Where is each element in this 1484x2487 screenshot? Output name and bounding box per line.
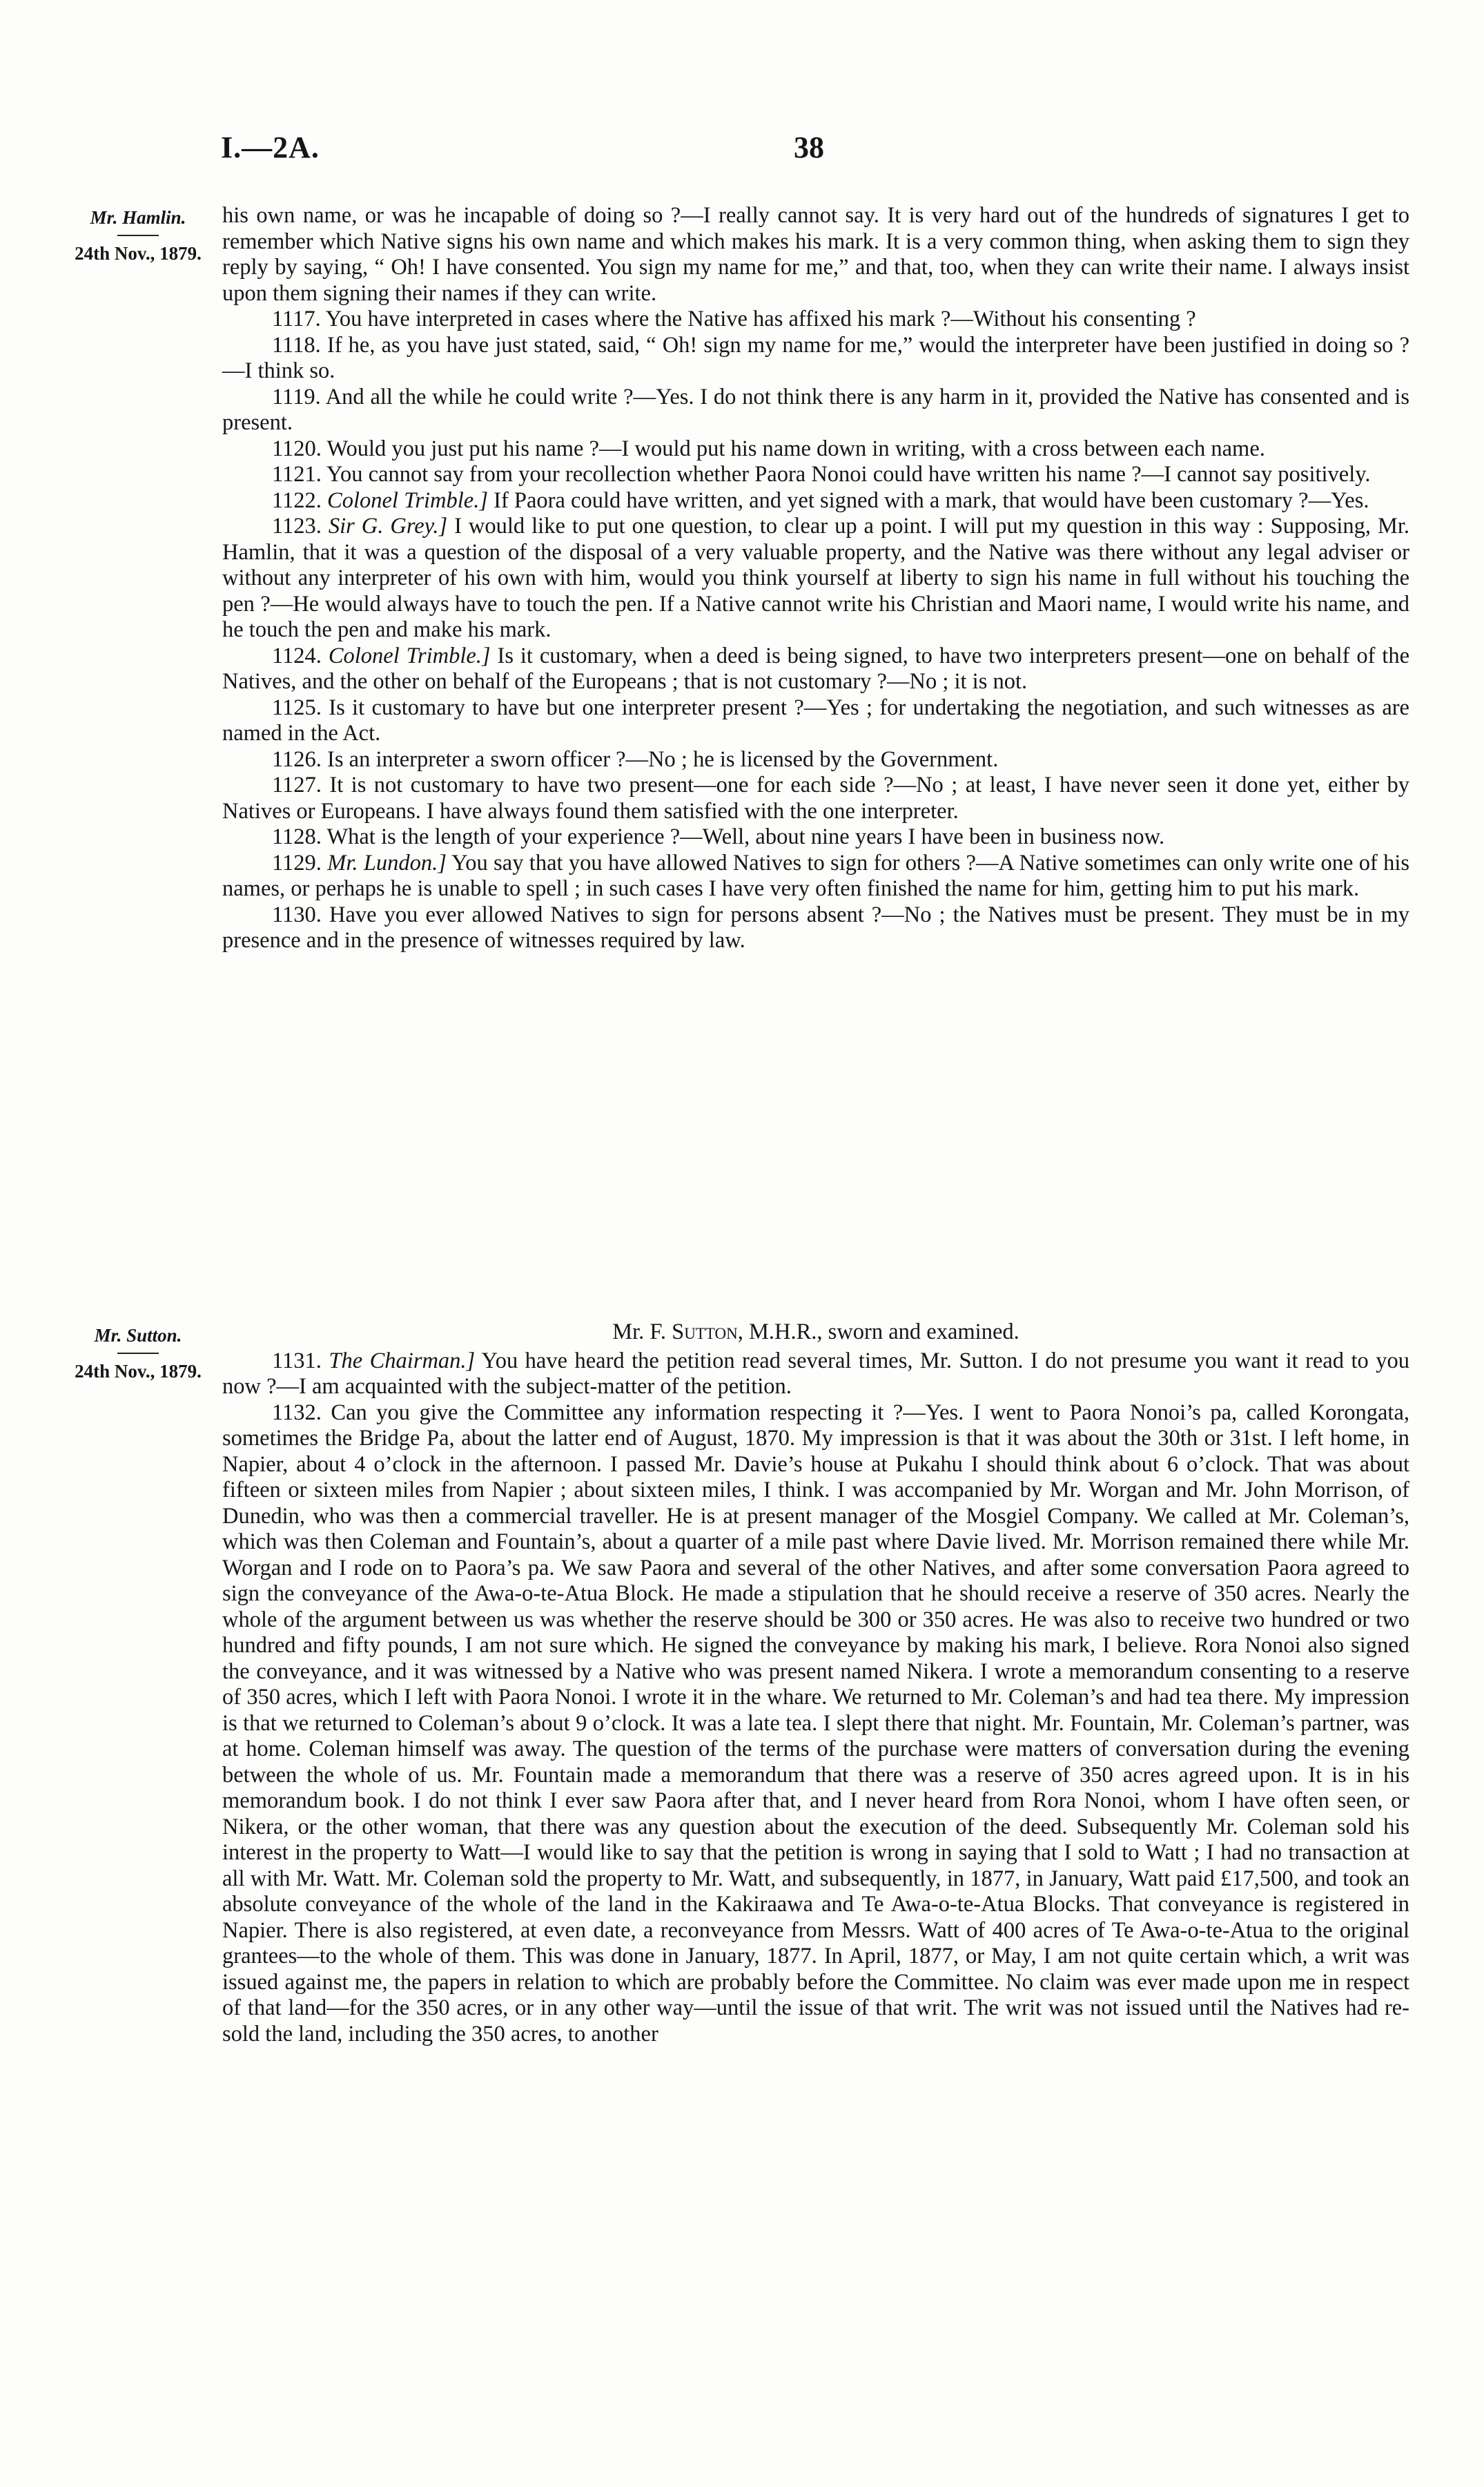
question-text: If Paora could have written, and yet signed with a mark, that would have been customary ?—Yes. (494, 487, 1369, 513)
margin-divider (117, 235, 159, 236)
question-number: 1122. (272, 487, 322, 513)
question-1118: 1118. If he, as you have just stated, said, “ Oh! sign my name for me,” would the interpreter have been justified in doing so ?—I think so. (222, 332, 1409, 383)
question-number: 1131. (272, 1348, 322, 1373)
question-1126: 1126. Is an interpreter a sworn officer ?—No ; he is licensed by the Government. (272, 746, 999, 772)
paragraph: his own name, or was he incapable of doing so ?—I really cannot say. It is very hard out of the hundreds of signatures I get to remember which Native signs his own name and which makes his mark. It is a very common thing, when asking them to sign they reply by saying, “ Oh! I have consented. You sign my name for me,” and that, too, when they can write their name. I always insist upon them signing their names if they can write. (222, 203, 1409, 306)
margin-divider (117, 1353, 159, 1354)
question-1121: 1121. You cannot say from your recollection whether Paora Nonoi could have written his name ?—I cannot say positively. (272, 462, 1371, 487)
margin-note-sutton (55, 1324, 221, 1383)
speaker-name: Sir G. Grey.] (328, 514, 448, 539)
speaker-name: The Chairman.] (329, 1348, 476, 1373)
speaker-name: Colonel Trimble.] (328, 643, 491, 668)
margin-note-witness: Mr. Sutton. (94, 1325, 182, 1346)
question-1129 (222, 851, 1409, 902)
question-number: 1123. (272, 514, 322, 539)
question-1117: 1117. You have interpreted in cases where the Native has affixed his mark ?—Without his consenting ? (272, 307, 1196, 331)
question-text: Is it customary, when a deed is being signed, to have two interpreters present—one on behalf of the Natives, and the other on behalf of the Europeans ; that is not customary ?—No ; it is not. (222, 643, 1410, 694)
margin-note-date: 24th Nov., 1879. (75, 243, 202, 264)
question-number: 1124. (272, 643, 322, 668)
page-number: 38 (794, 130, 824, 164)
question-1125: 1125. Is it customary to have but one interpreter present ?—Yes ; for undertaking the negotiation, and such witnesses as are named in the Act. (222, 695, 1409, 746)
margin-note-witness: Mr. Hamlin. (90, 207, 186, 228)
margin-note-date: 24th Nov., 1879. (75, 1361, 202, 1382)
witness-heading: Mr. F. Sutton, M.H.R., sworn and examined. (612, 1319, 1019, 1344)
speaker-name: Colonel Trimble.] (327, 487, 488, 513)
question-1128: 1128. What is the length of your experience ?—Well, about nine years I have been in business now. (272, 824, 1165, 849)
question-text: You have heard the petition read several times, Mr. Sutton. I do not presume you want it read to you now ?—I am acquainted with the subject-matter of the petition. (222, 1348, 1409, 1399)
question-1124 (222, 643, 1409, 695)
question-1123 (222, 514, 1409, 643)
document-code: I.—2A. (221, 130, 320, 164)
question-1127: 1127. It is not customary to have two present—one for each side ?—No ; at least, I have never seen it done yet, either by Natives or Europeans. I have always found them satisfied with the one interpreter. (222, 773, 1409, 824)
hamlin-evidence (222, 203, 1409, 954)
question-1119: 1119. And all the while he could write ?—Yes. I do not think there is any harm in it, provided the Native has consented and is present. (222, 384, 1409, 435)
sutton-evidence (222, 1319, 1409, 2047)
question-1120: 1120. Would you just put his name ?—I would put his name down in writing, with a cross between each name. (272, 436, 1265, 461)
margin-note-hamlin (55, 206, 221, 265)
question-1131 (222, 1348, 1409, 1400)
question-1132: 1132. Can you give the Committee any information respecting it ?—Yes. I went to Paora Nonoi’s pa, called Korongata, sometimes the Bridge Pa, about the latter end of August, 1870. My impression is that it was about the 30th or 31st. I left home, in Napier, about 4 o’clock in the afternoon. I passed Mr. Davie’s house at Pukahu I should think about 6 o’clock. That was about fifteen or sixteen miles from Napier ; about sixteen miles, I think. I was accompanied by Mr. Worgan and Mr. John Morrison, of Dunedin, who was then a commercial traveller. He is at present manager of the Mosgiel Company. We called at Mr. Coleman’s, which was then Coleman and Fountain’s, about a quarter of a mile past where Davie lived. Mr. Morrison remained there while Mr. Worgan and I rode on to Paora’s pa. We saw Paora and several of the other Natives, and after some conversation Paora agreed to sign the conveyance of the Awa-o-te-Atua Block. He made a stipulation that he should receive a reserve of 350 acres. Nearly the whole of the argument between us was whether the reserve should be 300 or 350 acres. He was also to receive two hundred or two hundred and fifty pounds, I am not sure which. He signed the conveyance by making his mark, I believe. Rora Nonoi also signed the conveyance, and it was witnessed by a Native who was present named Nikera. I wrote a memorandum consenting to a reserve of 350 acres, which I left with Paora Nonoi. I wrote it in the whare. We returned to Mr. Coleman’s and had tea there. My impression is that we returned to Coleman’s about 9 o’clock. It was a late tea. I slept there that night. Mr. Fountain, Mr. Coleman’s partner, was at home. Coleman himself was away. The question of the terms of the purchase were matters of conversation during the evening between the whole of us. Mr. Fountain made a memorandum that there was a reserve of 350 acres agreed upon. It is in his memorandum book. I do not think I ever saw Paora after that, and I never heard from Rora Nonoi, whom I have often seen, or Nikera, or the other woman, that there was any question about the execution of the deed. Subsequently Mr. Coleman sold his interest in the property to Watt—I would like to say that the petition is wrong in saying that I sold to Watt ; I had no transaction at all with Mr. Watt. Mr. Coleman sold the property to Mr. Watt, and subsequently, in 1877, in January, Watt paid £17,500, and took an absolute conveyance of the whole of the land in the Kakiraawa and Te Awa-o-te-Atua Blocks. That conveyance is registered in Napier. There is also registered, at even date, a reconveyance from Messrs. Watt of 400 acres of Te Awa-o-te-Atua to the original grantees—to the whole of them. This was done in January, 1877. In April, 1877, or May, I am not quite certain which, a writ was issued against me, the papers in relation to which are probably before the Committee. No claim was ever made upon me in respect of that land—for the 350 acres, or in any other way—until the issue of that writ. The writ was not issued until the Natives had re-sold the land, including the 350 acres, to another (222, 1400, 1409, 2046)
witness-name: Sutton (672, 1319, 738, 1344)
speaker-name: Mr. Lundon.] (327, 850, 447, 875)
page-header (221, 130, 1408, 171)
question-1122 (222, 488, 1409, 514)
question-number: 1129. (272, 850, 322, 875)
question-text: I would like to put one question, to clear up a point. I will put my question in this way : Supposing, Mr. Hamlin, that it was a question of the disposal of a very valuable property, and the Native was there without any legal adviser or without any interpreter of his own with him, would you think yourself at liberty to sign his name in full without his touching the pen ?—He would always have to touch the pen. If a Native cannot write his Christian and Maori name, I would write his name, and he touch the pen and make his mark. (222, 514, 1410, 642)
question-text: You say that you have allowed Natives to sign for others ?—A Native sometimes can only write one of his names, or perhaps he is unable to spell ; in such cases I have very often finished the name for him, getting him to put his mark. (222, 850, 1410, 901)
question-1130: 1130. Have you ever allowed Natives to sign for persons absent ?—No ; the Natives must be present. They must be in my presence and in the presence of witnesses required by law. (222, 902, 1409, 953)
